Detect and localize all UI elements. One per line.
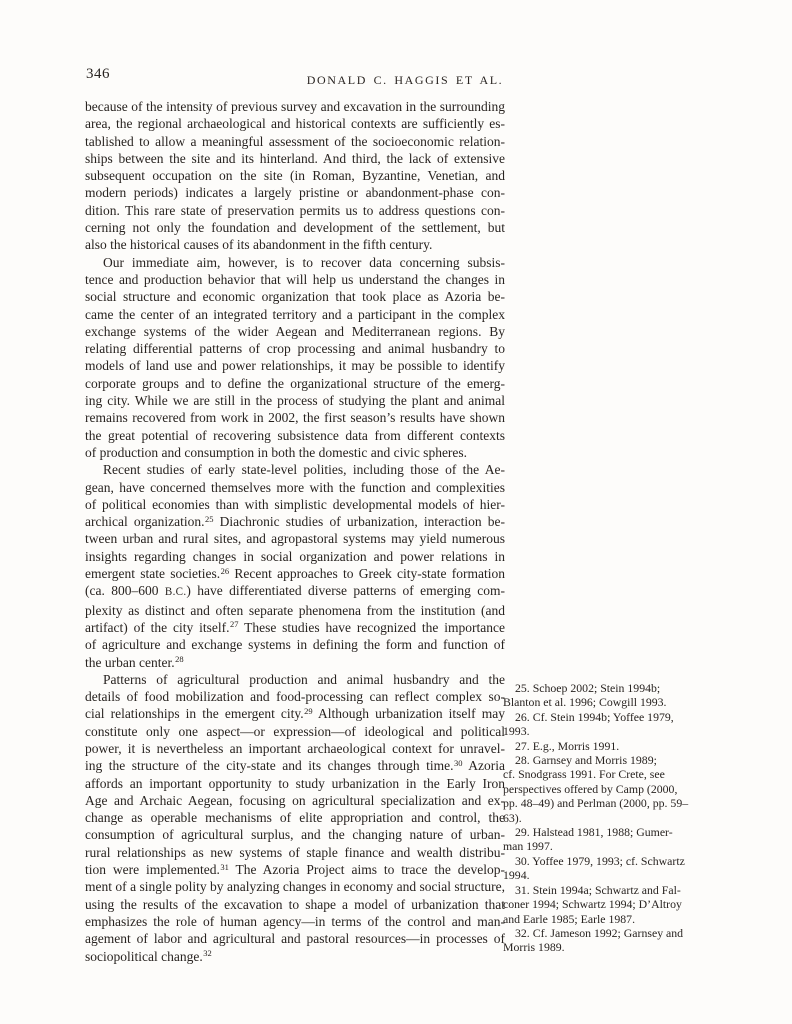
body-line: consumption of agricultural surplus, and the changing nature of urban- xyxy=(85,827,505,843)
body-line: tence and production behavior that will help us understand the changes in xyxy=(85,271,505,287)
footnote-ref: 30 xyxy=(453,757,463,768)
body-line: affords an important opportunity to study urbanization in the Early Iron xyxy=(85,775,505,791)
footnote-line: 31. Stein 1994a; Schwartz and Fal- xyxy=(515,882,681,897)
footnote-line: Blanton et al. 1996; Cowgill 1993. xyxy=(503,695,667,710)
footnote-line: Morris 1989. xyxy=(503,940,565,955)
footnote-line: 25. Schoep 2002; Stein 1994b; xyxy=(515,681,661,695)
body-line: also the historical causes of its abandonment in the fifth century. xyxy=(85,237,433,253)
footnote-line: cf. Snodgrass 1991. For Crete, see xyxy=(503,767,665,782)
footnote-line: perspectives offered by Camp (2000, xyxy=(503,781,678,796)
small-caps: B.C. xyxy=(164,586,187,599)
body-line: agement of labor and agricultural and pastoral resources—in processes of xyxy=(85,931,505,947)
body-line: rural relationships as new systems of staple finance and wealth distribu- xyxy=(85,844,505,860)
body-line: emphasizes the role of human agency—in terms of the control and man- xyxy=(85,913,505,929)
footnote xyxy=(503,739,735,753)
footnote-line: 29. Halstead 1981, 1988; Gumer- xyxy=(515,825,673,840)
body-line: remains recovered from work in 2002, the first season’s results have shown xyxy=(85,410,505,426)
footnote xyxy=(503,825,735,854)
page-number: 346 xyxy=(86,66,110,82)
footnote-line: man 1997. xyxy=(503,839,553,854)
body-line: models of land use and power relationships, it may be possible to identify xyxy=(85,358,505,374)
paragraph xyxy=(85,461,505,671)
body-line: emergent state societies.$^{26}$ Recent approaches to Greek city-state formation xyxy=(85,565,505,582)
running-head: DONALD C. HAGGIS ET AL. xyxy=(306,73,504,87)
body-line: the great potential of recovering subsistence data from different contexts xyxy=(85,427,505,443)
footnote xyxy=(503,926,735,955)
body-line: subsequent occupation on the site (in Roman, Byzantine, Venetian, and xyxy=(85,168,505,184)
footnote-ref: 31 xyxy=(220,861,229,872)
footnote xyxy=(503,854,735,883)
footnote-ref: 27 xyxy=(229,619,239,630)
body-line: corporate groups and to define the organizational structure of the emerg- xyxy=(85,375,505,391)
footnote-line: 26. Cf. Stein 1994b; Yoffee 1979, xyxy=(515,709,674,724)
body-line: insights regarding changes in social organization and power relations in xyxy=(85,548,505,564)
paragraph xyxy=(85,98,505,254)
body-line: tablished to allow a meaningful assessment of the socioeconomic relation- xyxy=(85,133,505,149)
body-line: ment of a single polity by analyzing changes in economy and social structure, xyxy=(85,879,505,895)
footnote-column xyxy=(503,681,735,955)
body-line: because of the intensity of previous survey and excavation in the surrounding xyxy=(85,99,505,114)
footnote-line: 30. Yoffee 1979, 1993; cf. Schwartz xyxy=(515,853,685,868)
body-line: using the results of the excavation to shape a model of urbanization that xyxy=(85,896,505,912)
body-line: plexity as distinct and often separate phenomena from the institution (and xyxy=(85,602,505,618)
body-line: Age and Archaic Aegean, focusing on agricultural specialization and ex- xyxy=(85,792,505,808)
footnote-ref: 26 xyxy=(220,565,230,576)
body-line: exchange systems of the wider Aegean and Mediterranean regions. By xyxy=(85,323,505,339)
footnote-line: 1994. xyxy=(503,868,530,883)
body-line: gean, have concerned themselves more with the function and complexities xyxy=(85,479,505,495)
body-line: dition. This rare state of preservation permits us to address questions con- xyxy=(85,202,505,218)
body-line: of agriculture and exchange systems in defining the form and function of xyxy=(85,637,505,653)
running-head-row xyxy=(85,71,725,89)
footnote-line: coner 1994; Schwartz 1994; D’Altroy xyxy=(503,897,682,912)
footnote-ref: 28 xyxy=(175,654,184,664)
body-line: cerning not only the foundation and development of the settlement, but xyxy=(85,220,505,236)
body-line: modern periods) indicates a largely pristine or abandonment-phase con- xyxy=(85,185,505,201)
body-line: power, it is nevertheless an important archaeological context for unravel- xyxy=(85,740,505,756)
body-line: area, the regional archaeological and historical contexts are sufficiently es- xyxy=(85,116,505,132)
footnote xyxy=(503,883,735,926)
body-line: Our immediate aim, however, is to recover data concerning subsis- xyxy=(103,254,505,270)
body-text-column xyxy=(85,98,505,965)
body-line: of political economies than with simplistic developmental models of hier- xyxy=(85,496,505,512)
body-line: tion were implemented.$^{31}$ The Azoria Project aims to trace the develop- xyxy=(85,861,505,878)
footnote-line: pp. 48–49) and Perlman (2000, pp. 59– xyxy=(503,796,689,811)
body-line: ing city. While we are still in the process of studying the plant and animal xyxy=(85,393,505,409)
body-line: (ca. 800–600 B.C.) have differentiated diverse patterns of emerging com- xyxy=(85,583,505,599)
body-line: ing the structure of the city-state and its changes through time.$^{30}$ Azoria xyxy=(85,757,505,774)
footnote-line: 1993. xyxy=(503,724,530,739)
paragraph xyxy=(85,254,505,462)
body-line: came the center of an integrated territory and a participant in the complex xyxy=(85,306,505,322)
body-line: social structure and economic organization that took place as Azoria be- xyxy=(85,289,505,305)
body-line: change as operable mechanisms of elite appropriation and control, the xyxy=(85,810,505,826)
body-line: Recent studies of early state-level polities, including those of the Ae- xyxy=(103,462,505,478)
footnote-line: 27. E.g., Morris 1991. xyxy=(515,738,620,753)
footnote-ref: 29 xyxy=(304,705,313,716)
body-line: relating differential patterns of crop processing and animal husbandry to xyxy=(85,341,505,357)
paragraph xyxy=(85,671,505,965)
body-line: of production and consumption in both the domestic and civic spheres. xyxy=(85,444,468,460)
body-line: the urban center.$^{28}$ xyxy=(85,654,184,670)
body-line: Patterns of agricultural production and animal husbandry and the xyxy=(103,671,505,687)
body-line: artifact) of the city itself.$^{27}$ These studies have recognized the importance xyxy=(85,619,505,635)
footnote xyxy=(503,710,735,739)
body-line: tween urban and rural sites, and agropastoral systems may yield numerous xyxy=(85,531,505,547)
footnote-line: and Earle 1985; Earle 1987. xyxy=(503,911,636,926)
footnote-ref: 32 xyxy=(203,948,212,959)
body-line: archical organization.$^{25}$ Diachronic studies of urbanization, interaction be- xyxy=(85,513,505,530)
body-line: details of food mobilization and food-processing can reflect complex so- xyxy=(85,689,505,705)
footnote-line: 63). xyxy=(503,810,522,825)
footnote xyxy=(503,753,735,825)
body-line: cial relationships in the emergent city.$^{29}$ Although urbanization itself may xyxy=(85,705,505,722)
footnote-ref: 25 xyxy=(204,513,214,524)
body-line: constitute only one aspect—or expression—of ideological and political xyxy=(85,723,505,739)
footnote-line: 28. Garnsey and Morris 1989; xyxy=(515,753,657,768)
footnote xyxy=(503,681,735,710)
body-line: ships between the site and its hinterland. And third, the lack of extensive xyxy=(85,150,505,166)
footnote-line: 32. Cf. Jameson 1992; Garnsey and xyxy=(515,925,684,940)
body-line: sociopolitical change.$^{32}$ xyxy=(85,948,212,964)
